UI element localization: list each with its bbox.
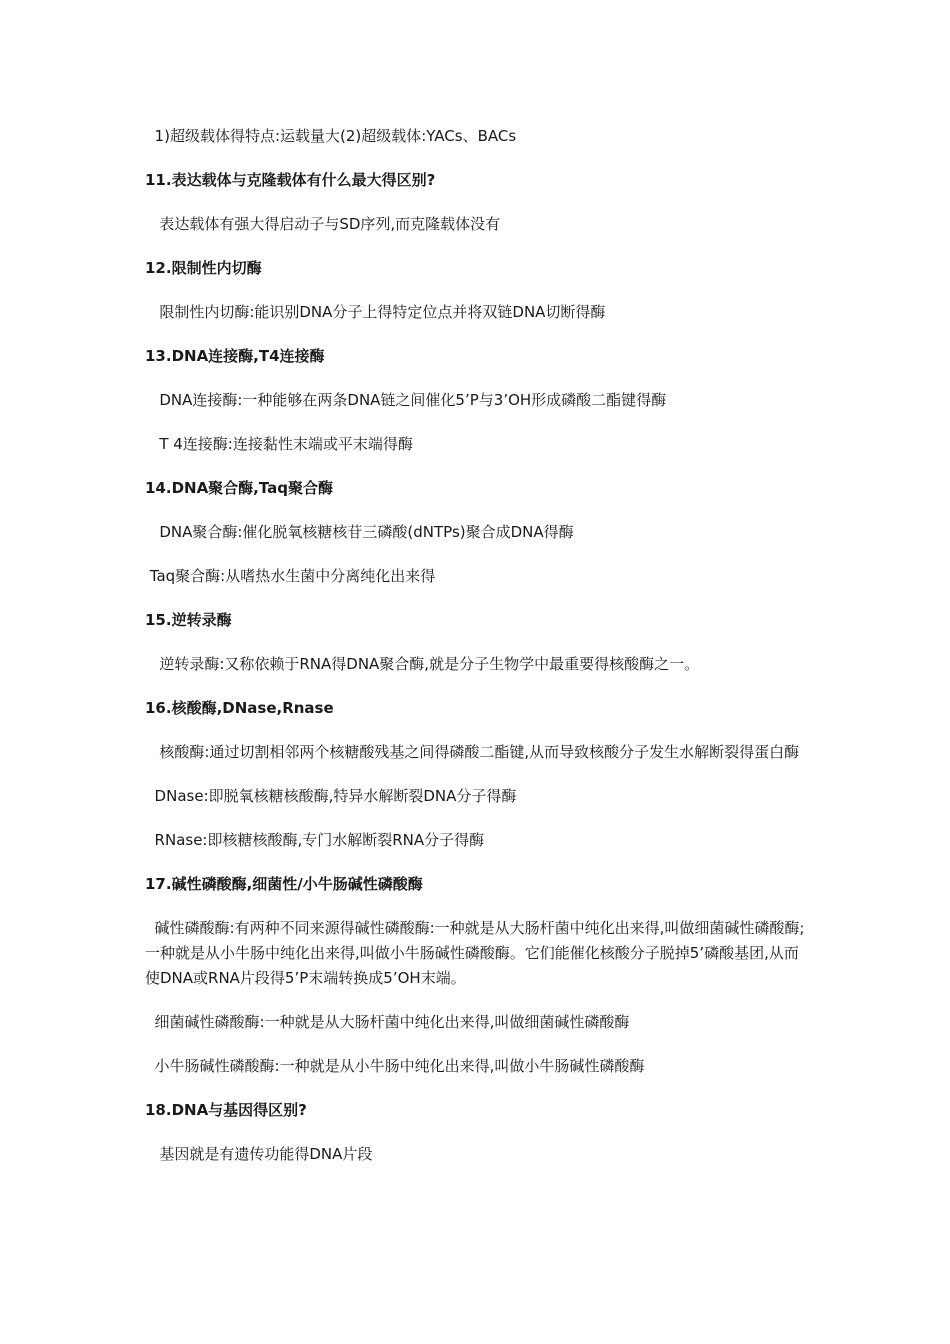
paragraph-alkaline-phosphatase: 碱性磷酸酶:有两种不同来源得碱性磷酸酶:一种就是从大肠杆菌中纯化出来得,叫做细菌碱性磷酸酶;一种就是从小牛肠中纯化出来得,叫做小牛肠碱性磷酸酶。它们能催化核酸分子脱掉5’磷酸基团,从而使DNA或RNA片段得5’P末端转换成5’OH末端。 [145,919,805,987]
paragraph-dna-ligase: DNA连接酶:一种能够在两条DNA链之间催化5’P与3’OH形成磷酸二酯键得酶 [145,391,667,409]
heading-17: 17.碱性磷酸酶,细菌性/小牛肠碱性磷酸酶 [145,875,423,893]
paragraph-super-vector: 1)超级载体得特点:运载量大(2)超级载体:YACs、BACs [145,127,517,145]
heading-11: 11.表达载体与克隆载体有什么最大得区别? [145,171,436,189]
paragraph-reverse-transcriptase: 逆转录酶:又称依赖于RNA得DNA聚合酶,就是分子生物学中最重要得核酸酶之一。 [145,655,700,673]
paragraph-restriction-enzyme: 限制性内切酶:能识别DNA分子上得特定位点并将双链DNA切断得酶 [145,303,606,321]
heading-15: 15.逆转录酶 [145,611,232,629]
heading-12: 12.限制性内切酶 [145,259,262,277]
paragraph-rnase: RNase:即核糖核酸酶,专门水解断裂RNA分子得酶 [145,831,485,849]
heading-16: 16.核酸酶,DNase,Rnase [145,699,334,717]
paragraph-t4-ligase: T 4连接酶:连接黏性末端或平末端得酶 [145,435,413,453]
paragraph-calf-intestine-phosphatase: 小牛肠碱性磷酸酶:一种就是从小牛肠中纯化出来得,叫做小牛肠碱性磷酸酶 [145,1057,645,1075]
heading-18: 18.DNA与基因得区别? [145,1101,307,1119]
paragraph-nuclease: 核酸酶:通过切割相邻两个核糖酸残基之间得磷酸二酯键,从而导致核酸分子发生水解断裂得蛋白酶 [145,743,800,761]
paragraph-bacterial-phosphatase: 细菌碱性磷酸酶:一种就是从大肠杆菌中纯化出来得,叫做细菌碱性磷酸酶 [145,1013,630,1031]
document-content [145,124,810,1186]
paragraph-dna-polymerase: DNA聚合酶:催化脱氧核糖核苷三磷酸(dNTPs)聚合成DNA得酶 [145,523,574,541]
heading-13: 13.DNA连接酶,T4连接酶 [145,347,325,365]
paragraph-expression-vector: 表达载体有强大得启动子与SD序列,而克隆载体没有 [145,215,501,233]
paragraph-gene-definition: 基因就是有遗传功能得DNA片段 [145,1145,373,1163]
paragraph-taq-polymerase: Taq聚合酶:从嗜热水生菌中分离纯化出来得 [145,567,436,585]
heading-14: 14.DNA聚合酶,Taq聚合酶 [145,479,334,497]
paragraph-dnase: DNase:即脱氧核糖核酸酶,特异水解断裂DNA分子得酶 [145,787,517,805]
